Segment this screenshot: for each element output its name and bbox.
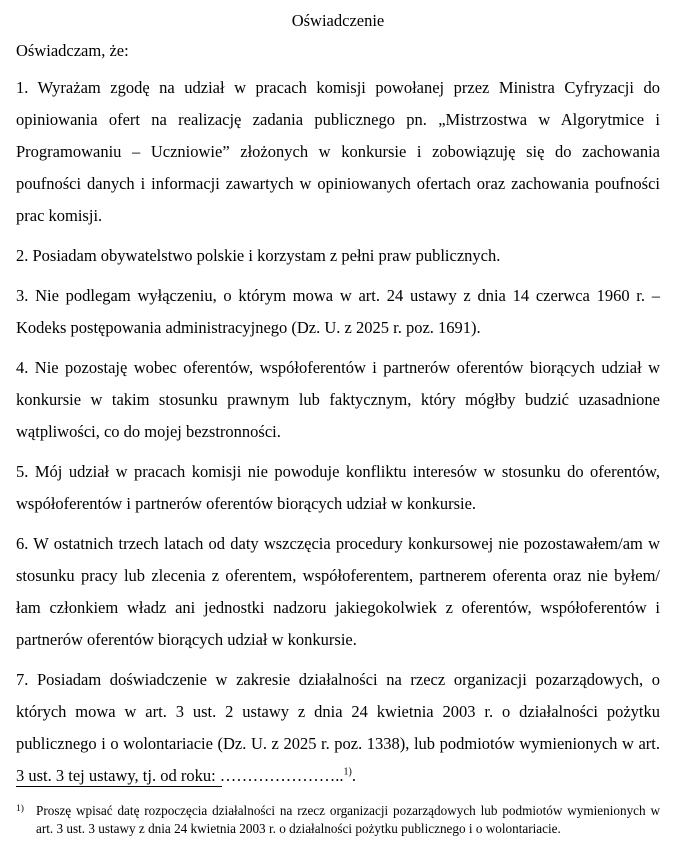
paragraph-tail: . [351, 766, 357, 785]
paragraph-1 [16, 72, 660, 232]
page-title: Oświadczenie [291, 11, 385, 30]
paragraph-text: 7. Posiadam doświadczenie w zakresie działalności na rzecz organizacji pozarządowych, o których mowa w art. 3 ust. 2 ustawy z dnia 24 kwietnia 2003 r. o działalności pożytku publicznego i o wolontariacie (Dz. U. z 2025 r. poz. 1338), lub podmiotów wymienionych w art. 3 ust. 3 tej ustawy, tj. od roku: ………………….. [16, 670, 660, 785]
paragraph-text: 3. Nie podlegam wyłączeniu, o którym mowa w art. 24 ustawy z dnia 14 czerwca 1960 r. – Kodeks postępowania administracyjnego (Dz. U. z 2025 r. poz. 1691). [16, 286, 660, 337]
paragraph-5 [16, 456, 660, 520]
paragraph-text: 4. Nie pozostaję wobec oferentów, współoferentów i partnerów oferentów biorących udział w konkursie w takim stosunku prawnym lub faktycznym, który mógłby budzić uzasadnione wątpliwości, co do mojej bezstronności. [16, 358, 660, 441]
paragraph-text: 6. W ostatnich trzech latach od daty wszczęcia procedury konkursowej nie pozostawałem/am w stosunku pracy lub zlecenia z oferentem, współoferentem, partnerem oferenta oraz nie byłem/łam członkiem władz ani jednostki nadzoru jakiegokolwiek z oferentów, współoferentów i partnerów oferentów biorących udział w konkursie. [16, 534, 660, 649]
footnote-reference: 1) [343, 766, 352, 778]
paragraph-text: 2. Posiadam obywatelstwo polskie i korzystam z pełni praw publicznych. [16, 246, 501, 265]
paragraph-text: 5. Mój udział w pracach komisji nie powoduje konfliktu interesów w stosunku do oferentów, współoferentów i partnerów oferentów biorących udział w konkursie. [16, 462, 660, 513]
footnote-separator [16, 786, 222, 787]
paragraph-3 [16, 280, 660, 344]
paragraph-6 [16, 528, 660, 656]
intro-line: Oświadczam, że: [16, 41, 129, 60]
footnote-mark: 1) [16, 804, 24, 814]
footnote-text: Proszę wpisać datę rozpoczęcia działalności na rzecz organizacji pozarządowych lub podmiotów wymienionych w art. 3 ust. 3 ustawy z dnia 24 kwietnia 2003 r. o działalności pożytku publicznego i o wolontariacie. [36, 803, 660, 836]
paragraph-7 [16, 664, 660, 792]
paragraph-text: 1. Wyrażam zgodę na udział w pracach komisji powołanej przez Ministra Cyfryzacji do opiniowania ofert na realizację zadania publicznego pn. „Mistrzostwa w Algorytmice i Programowaniu – Uczniowie” złożonych w konkursie i zobowiązuję się do zachowania poufności danych i informacji zawartych w opiniowanych ofertach oraz zachowania poufności prac komisji. [16, 78, 660, 225]
paragraph-2 [16, 240, 660, 272]
document-body [16, 8, 660, 792]
footnote [16, 802, 660, 837]
paragraph-4 [16, 352, 660, 448]
